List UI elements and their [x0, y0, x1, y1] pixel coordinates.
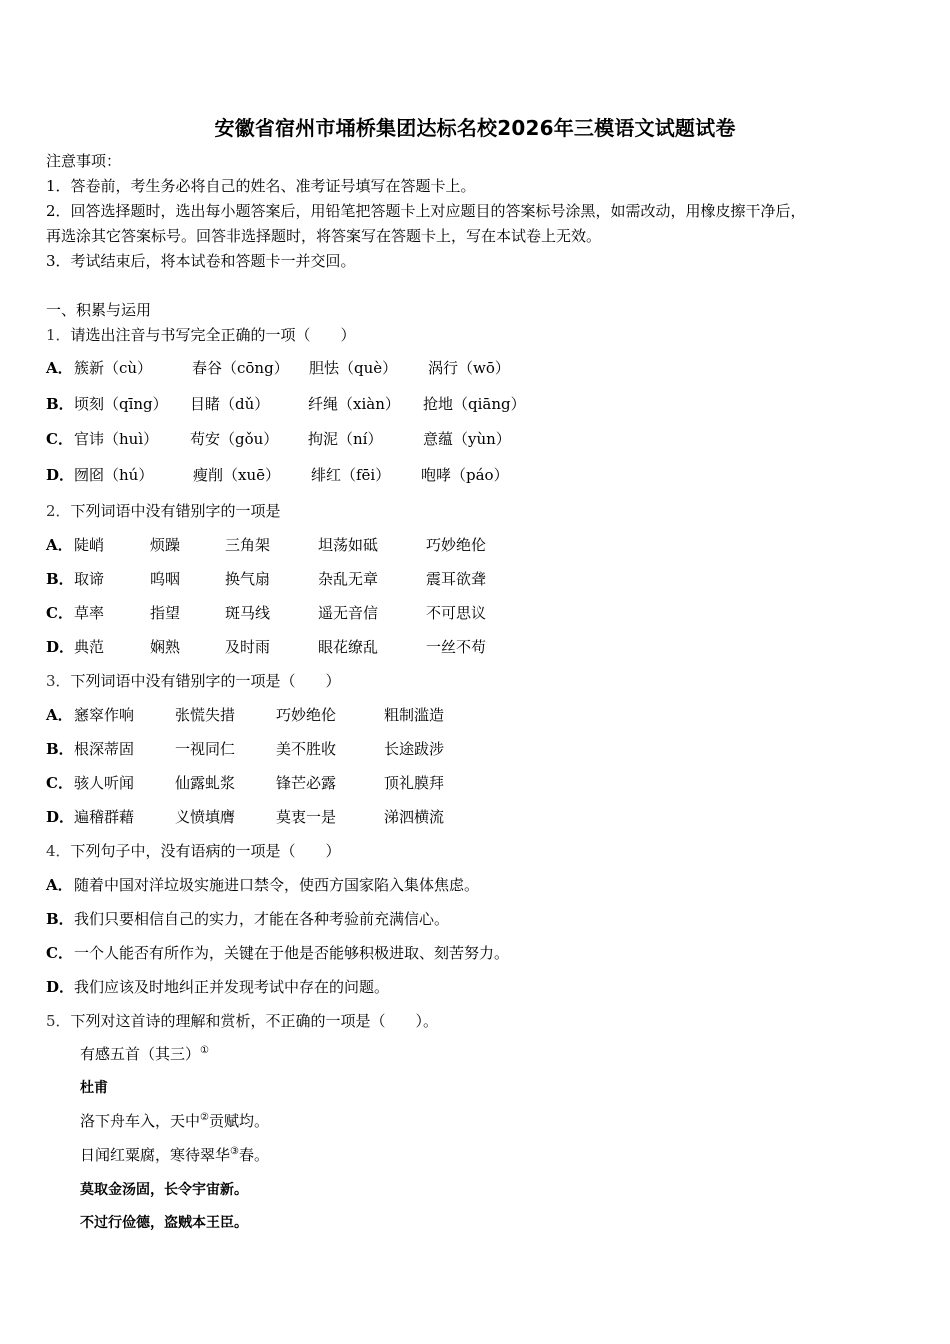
poem-author: 杜甫	[80, 1080, 108, 1096]
page-title: 安徽省宿州市埇桥集团达标名校2026年三模语文试题试卷	[214, 116, 736, 140]
option-label: B．	[46, 395, 74, 413]
option-item: 囫囵（hú）	[74, 466, 154, 484]
option-item: 美不胜收	[276, 740, 337, 758]
poem-line	[80, 1111, 269, 1131]
question-2-stem	[46, 501, 281, 521]
notice-item: 2．回答选择题时，选出每小题答案后，用铅笔把答题卡上对应题目的答案标号涂黑，如需改动，用橡皮擦干净后，	[46, 202, 806, 220]
question-text: 下列词语中没有错别字的一项是（ ）	[70, 672, 341, 690]
question-text: 下列对这首诗的理解和赏析，不正确的一项是（ ）。	[70, 1012, 439, 1030]
poem-line-text: 春。	[238, 1146, 269, 1164]
option-label: D．	[46, 466, 75, 484]
option-item: 官讳（huì）	[74, 430, 159, 448]
option-label: C．	[46, 774, 73, 792]
notice-item: 3．考试结束后，将本试卷和答题卡一并交回。	[46, 252, 356, 270]
question-number: 2．	[46, 502, 71, 520]
option-text: 随着中国对洋垃圾实施进口禁令，使西方国家陷入集体焦虑。	[74, 876, 480, 894]
poem-line	[80, 1145, 269, 1165]
option-item: 遥无音信	[318, 604, 379, 622]
option-item: 窸窣作响	[74, 706, 135, 724]
q4-option-b[interactable]	[46, 909, 449, 929]
question-text: 下列词语中没有错别字的一项是	[70, 502, 281, 520]
option-label: B．	[46, 740, 74, 758]
q4-option-a[interactable]	[46, 875, 479, 895]
option-item: 斑马线	[225, 604, 271, 622]
option-item: 根深蒂固	[74, 740, 135, 758]
option-item: 三角架	[225, 536, 271, 554]
poem-title	[80, 1044, 209, 1064]
option-item: 指望	[150, 604, 181, 622]
option-item: 顶礼膜拜	[384, 774, 445, 792]
q2-option-b[interactable]	[46, 569, 906, 589]
question-number: 1．	[46, 326, 71, 344]
option-label: A．	[46, 359, 73, 377]
q2-option-d[interactable]	[46, 637, 906, 657]
option-item: 震耳欲聋	[426, 570, 487, 588]
q3-option-d[interactable]	[46, 807, 906, 827]
option-item: 涡行（wō）	[428, 359, 510, 377]
option-item: 纤绳（xiàn）	[308, 395, 400, 413]
option-item: 巧妙绝伦	[276, 706, 337, 724]
question-4-stem	[46, 841, 341, 861]
option-item: 胆怯（què）	[309, 359, 398, 377]
option-item: 抢地（qiāng）	[423, 395, 526, 413]
option-item: 长途跋涉	[384, 740, 445, 758]
q2-option-c[interactable]	[46, 603, 906, 623]
option-item: 一丝不苟	[426, 638, 487, 656]
poem-title-text: 有感五首（其三）	[80, 1045, 201, 1063]
option-label: B．	[46, 570, 74, 588]
option-text: 一个人能否有所作为，关键在于他是否能够积极进取、刻苦努力。	[74, 944, 510, 962]
question-text: 下列句子中，没有语病的一项是（ ）	[70, 842, 341, 860]
option-item: 锋芒必露	[276, 774, 337, 792]
option-item: 莫衷一是	[276, 808, 337, 826]
option-label: B．	[46, 910, 74, 928]
option-item: 杂乱无章	[318, 570, 379, 588]
option-item: 呜咽	[150, 570, 181, 588]
notice-item: 1．答卷前，考生务必将自己的姓名、准考证号填写在答题卡上。	[46, 177, 476, 195]
option-item: 换气扇	[225, 570, 271, 588]
q4-option-c[interactable]	[46, 943, 509, 963]
option-item: 取谛	[74, 570, 105, 588]
option-label: C．	[46, 430, 73, 448]
option-item: 义愤填膺	[175, 808, 236, 826]
option-item: 巧妙绝伦	[426, 536, 487, 554]
q3-option-b[interactable]	[46, 739, 906, 759]
option-item: 骇人听闻	[74, 774, 135, 792]
option-item: 瘦削（xuē）	[193, 466, 280, 484]
option-item: 仙露虬浆	[175, 774, 236, 792]
option-label: D．	[46, 638, 75, 656]
option-item: 目睹（dǔ）	[190, 395, 270, 413]
option-label: D．	[46, 978, 75, 996]
notice-item: 再选涂其它答案标号。回答非选择题时，将答案写在答题卡上，写在本试卷上无效。	[46, 227, 602, 245]
option-item: 涕泗横流	[384, 808, 445, 826]
q4-option-d[interactable]	[46, 977, 389, 997]
option-item: 一视同仁	[175, 740, 236, 758]
option-label: A．	[46, 536, 73, 554]
option-item: 绯红（fēi）	[311, 466, 391, 484]
option-item: 顷刻（qīng）	[74, 395, 168, 413]
option-item: 簇新（cù）	[74, 359, 153, 377]
option-item: 粗制滥造	[384, 706, 445, 724]
option-item: 春谷（cōng）	[192, 359, 289, 377]
question-text: 请选出注音与书写完全正确的一项（ ）	[70, 326, 356, 344]
option-item: 咆哮（páo）	[421, 466, 509, 484]
option-label: A．	[46, 706, 73, 724]
q1-option-a[interactable]	[46, 358, 906, 378]
q3-option-a[interactable]	[46, 705, 906, 725]
q3-option-c[interactable]	[46, 773, 906, 793]
option-text: 我们应该及时地纠正并发现考试中存在的问题。	[74, 978, 390, 996]
poem-line: 莫取金汤固，长令宇宙新。	[80, 1182, 248, 1198]
question-number: 4．	[46, 842, 71, 860]
poem-line-text: 日闻红粟腐，寒待翠华	[80, 1146, 231, 1164]
option-label: D．	[46, 808, 75, 826]
option-label: A．	[46, 876, 73, 894]
notice-heading: 注意事项：	[46, 152, 122, 170]
option-item: 及时雨	[225, 638, 271, 656]
option-item: 坦荡如砥	[318, 536, 379, 554]
footnote-mark: ①	[200, 1045, 209, 1056]
footnote-mark: ③	[230, 1146, 239, 1157]
question-number: 5．	[46, 1012, 71, 1030]
question-1-stem	[46, 325, 356, 345]
option-item: 典范	[74, 638, 105, 656]
q2-option-a[interactable]	[46, 535, 906, 555]
question-number: 3．	[46, 672, 71, 690]
footnote-mark: ②	[200, 1112, 209, 1123]
poem-line-text: 贡赋均。	[208, 1112, 269, 1130]
option-item: 意蕴（yùn）	[423, 430, 511, 448]
q1-option-b[interactable]	[46, 394, 906, 414]
question-3-stem	[46, 671, 341, 691]
option-text: 我们只要相信自己的实力，才能在各种考验前充满信心。	[74, 910, 450, 928]
option-item: 眼花缭乱	[318, 638, 379, 656]
option-item: 张慌失措	[175, 706, 236, 724]
option-label: C．	[46, 604, 73, 622]
option-label: C．	[46, 944, 73, 962]
poem-line-text: 洛下舟车入，天中	[80, 1112, 201, 1130]
option-item: 苟安（gǒu）	[190, 430, 279, 448]
option-item: 草率	[74, 604, 105, 622]
option-item: 拘泥（ní）	[308, 430, 383, 448]
option-item: 烦躁	[150, 536, 181, 554]
q1-option-d[interactable]	[46, 465, 906, 485]
option-item: 不可思议	[426, 604, 487, 622]
q1-option-c[interactable]	[46, 429, 906, 449]
option-item: 遍稽群藉	[74, 808, 135, 826]
poem-line: 不过行俭德，盗贼本王臣。	[80, 1215, 248, 1231]
question-5-stem	[46, 1011, 438, 1031]
option-item: 娴熟	[150, 638, 181, 656]
option-item: 陡峭	[74, 536, 105, 554]
section-heading: 一、积累与运用	[46, 301, 152, 319]
